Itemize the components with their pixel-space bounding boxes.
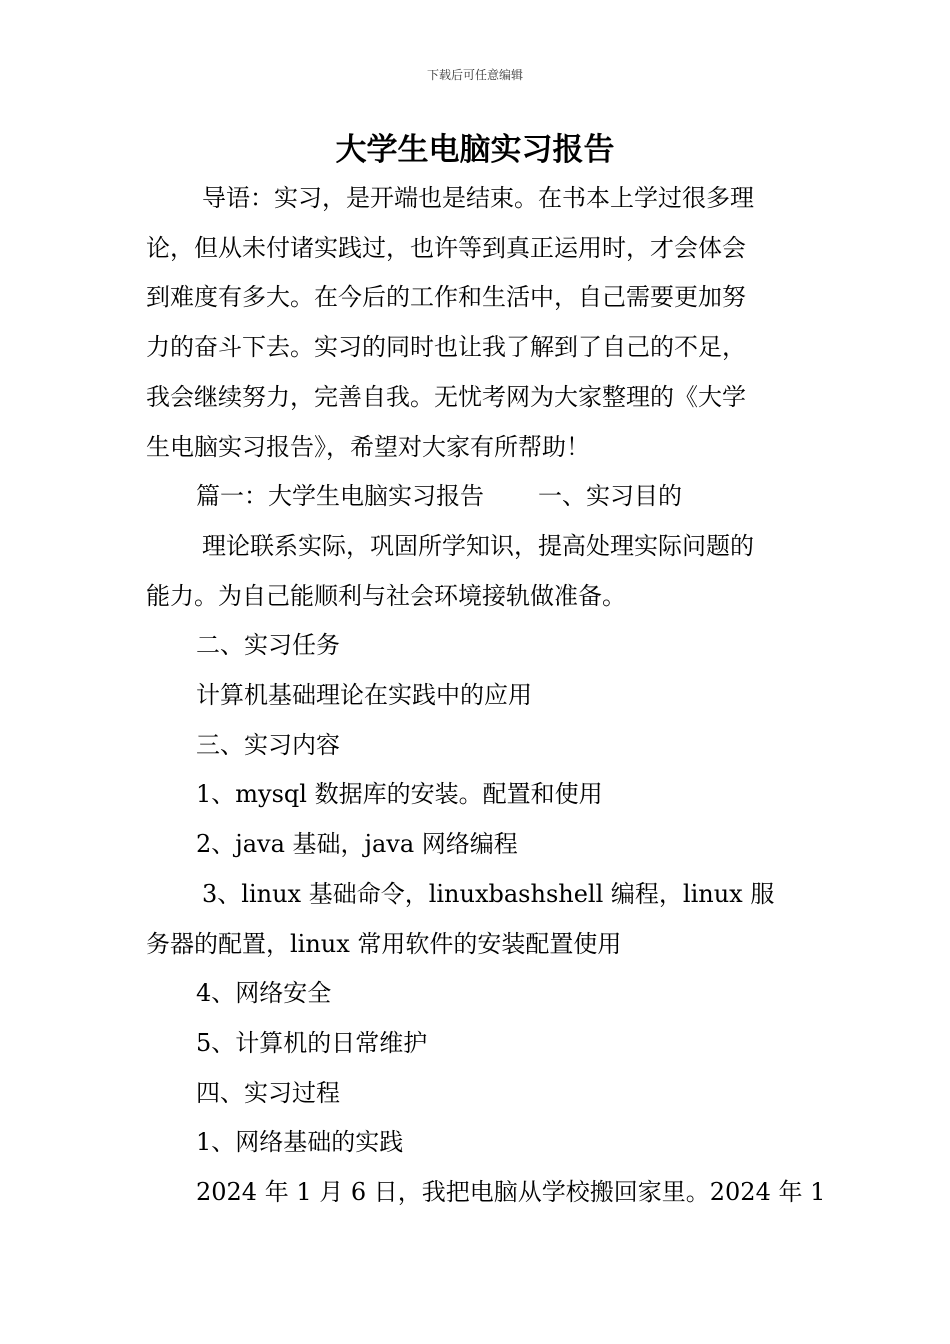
paragraph-line: 论，但从未付诸实践过，也许等到真正运用时，才会体会 [146, 233, 746, 262]
paragraph-line: 我会继续努力，完善自我。无忧考网为大家整理的《大学 [146, 382, 746, 411]
paragraph-line: 力的奋斗下去。实习的同时也让我了解到了自己的不足， [146, 333, 746, 362]
list-item: 1、mysql 数据库的安装。配置和使用 [196, 780, 603, 809]
subsection-heading: 1、网络基础的实践 [196, 1128, 404, 1157]
paragraph-line: 计算机基础理论在实践中的应用 [196, 681, 532, 710]
section-heading: 四、实习过程 [196, 1078, 340, 1107]
section-heading-line [146, 472, 808, 522]
list-item-continued: 务器的配置，linux 常用软件的安装配置使用 [146, 929, 622, 958]
list-item: 2、java 基础，java 网络编程 [196, 830, 518, 859]
list-item: 4、网络安全 [196, 979, 332, 1008]
section-heading: 一、实习目的 [538, 482, 682, 511]
paragraph-line: 理论联系实际，巩固所学知识，提高处理实际问题的 [202, 531, 754, 560]
document-body [146, 174, 826, 1218]
section-heading: 三、实习内容 [196, 730, 340, 759]
chapter-heading: 篇一：大学生电脑实习报告 [196, 482, 484, 511]
paragraph-line: 2024 年 1 月 6 日，我把电脑从学校搬回家里。2024 年 1 [196, 1178, 826, 1207]
list-item: 5、计算机的日常维护 [196, 1028, 428, 1057]
paragraph-line: 能力。为自己能顺利与社会环境接轨做准备。 [146, 581, 626, 610]
paragraph-line: 生电脑实习报告》，希望对大家有所帮助！ [146, 432, 590, 461]
list-item: 3、linux 基础命令，linuxbashshell 编程，linux 服 [202, 879, 775, 908]
paragraph-line: 到难度有多大。在今后的工作和生活中，自己需要更加努 [146, 283, 746, 312]
document-title: 大学生电脑实习报告 [335, 132, 615, 168]
header-note: 下载后可任意编辑 [426, 68, 523, 82]
section-heading: 二、实习任务 [196, 631, 340, 660]
paragraph-line: 导语：实习，是开端也是结束。在书本上学过很多理 [202, 184, 754, 212]
